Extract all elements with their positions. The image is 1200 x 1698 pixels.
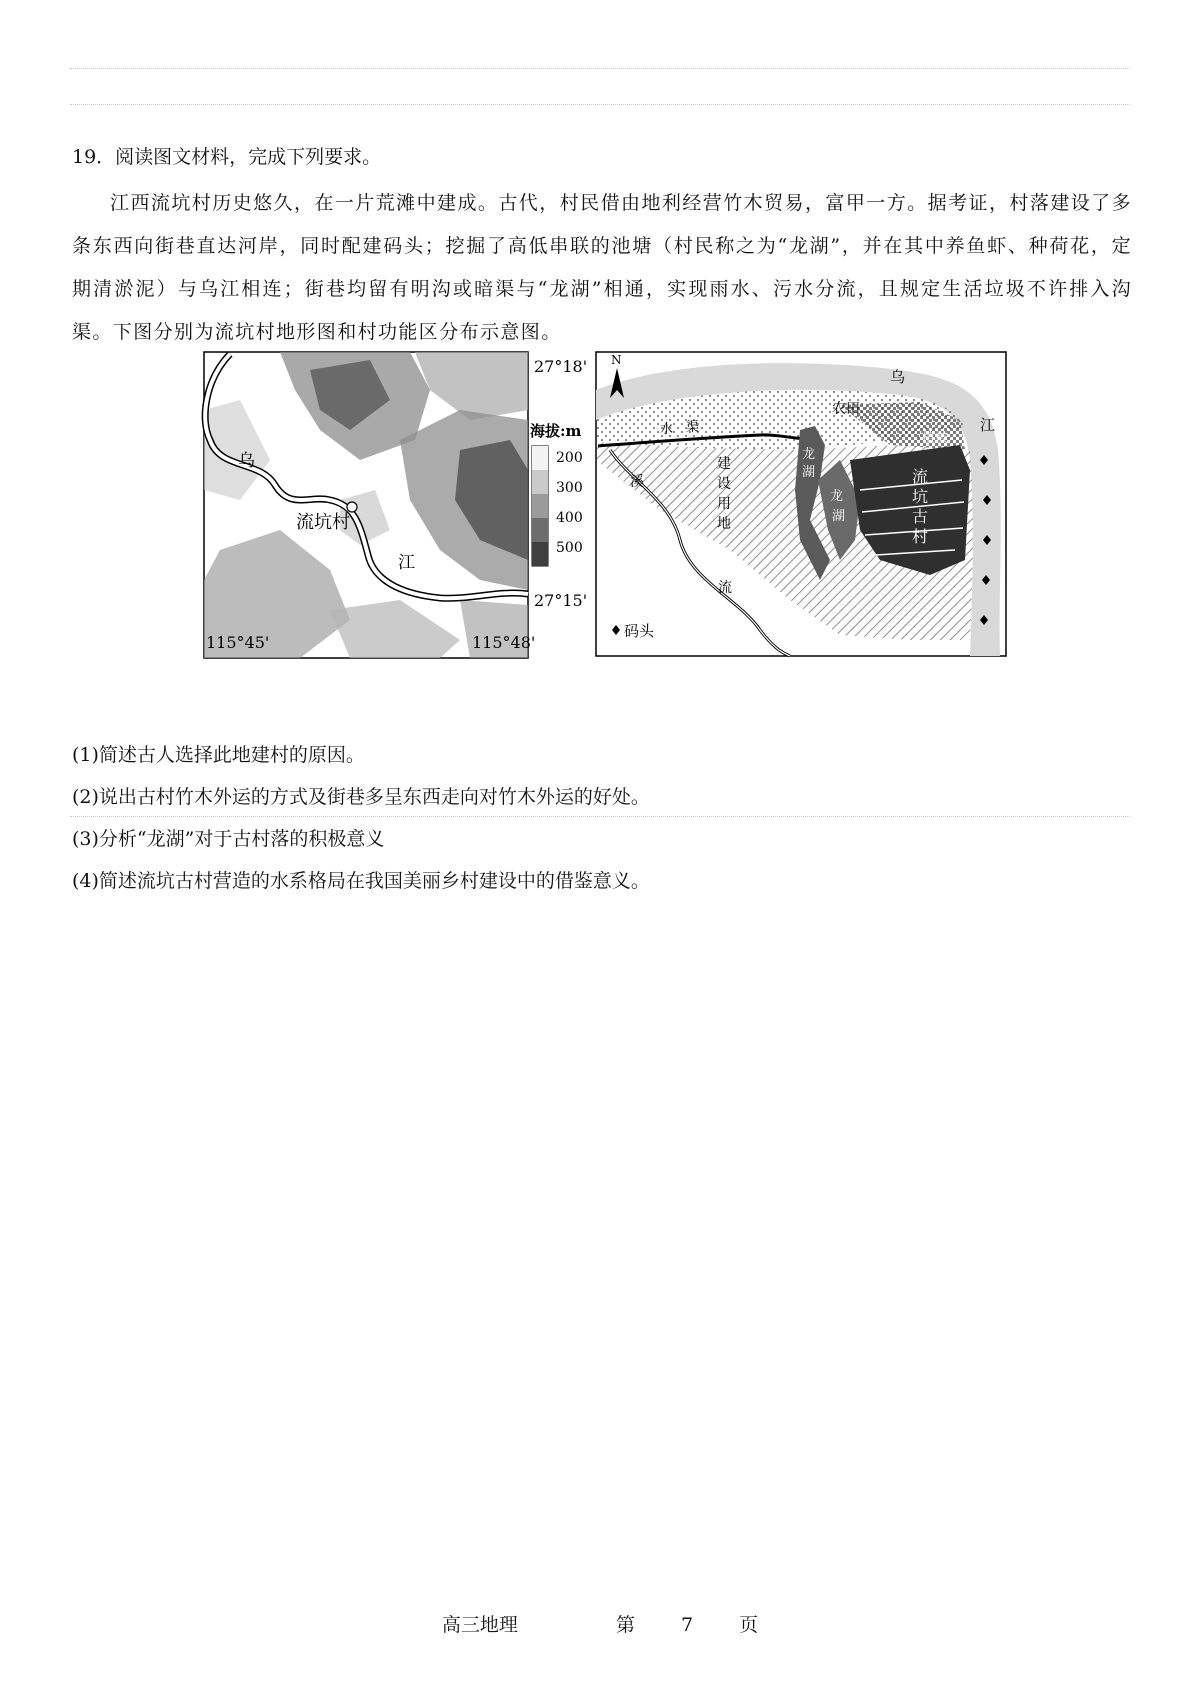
- construction-label-3: 用: [717, 496, 731, 512]
- construction-label-2: 设: [717, 476, 731, 492]
- elevation-legend-title: 海拔:m: [530, 422, 582, 440]
- canal-label-2: 渠: [686, 420, 700, 435]
- subquestion-4: (4)简述流坑古村营造的水系格局在我国美丽乡村建设中的借鉴意义。: [72, 870, 650, 892]
- construction-label-4: 地: [717, 516, 731, 532]
- vegetation-label: 植被: [922, 431, 949, 446]
- footer-subject: 高三地理: [441, 1614, 518, 1636]
- village-name-4: 村: [912, 527, 929, 546]
- left-river-label-1: 乌: [238, 451, 255, 471]
- question-paragraph: 江西流坑村历史悠久，在一片荒滩中建成。古代，村民借由地利经营竹木贸易，富甲一方。据考证，村落建设了多条东西向街巷直达河岸，同时配建码头；挖掘了高低串联的池塘（村民称之为“龙湖”，并在其中养鱼虾、种荷花，定期清淤泥）与乌江相连；街巷均留有明沟或暗渠与“龙湖”相通，实现雨水、污水分流，且规定生活垃圾不许排入沟渠。下图分别为流坑村地形图和村功能区分布示意图。: [72, 192, 1132, 343]
- maps-figure: [200, 350, 1010, 720]
- north-label: N: [611, 353, 622, 367]
- farmland-label: 农田: [832, 401, 860, 417]
- top-dotted-rule-1: [70, 68, 1130, 69]
- dock-legend-label: 码头: [624, 622, 655, 640]
- page-footer: [0, 1610, 1200, 1637]
- subquestion-1: (1)简述古人选择此地建村的原因。: [72, 744, 365, 766]
- village-name-3: 古: [912, 507, 929, 526]
- topographic-map: [204, 352, 587, 658]
- mid-dotted-rule: [70, 816, 1130, 817]
- longhu-b-label-2: 湖: [832, 509, 846, 524]
- village-label: 流坑村: [296, 512, 350, 533]
- right-river-label-1: 乌: [890, 368, 906, 386]
- subquestion-2: (2)说出古村竹木外运的方式及街巷多呈东西走向对竹木外运的好处。: [72, 786, 650, 808]
- legend-value-400: 400: [556, 510, 583, 526]
- construction-label-1: 建: [717, 456, 731, 472]
- legend-value-500: 500: [556, 540, 583, 556]
- stream-label-1: 溪: [630, 474, 644, 490]
- lon-left: 115°45': [206, 633, 270, 652]
- village-name-1: 流: [912, 467, 929, 486]
- lon-right: 115°48': [472, 633, 536, 652]
- legend-value-300: 300: [556, 480, 583, 496]
- canal-label-1: 水: [660, 422, 674, 437]
- legend-value-200: 200: [556, 450, 583, 466]
- left-river-label-2: 江: [398, 553, 415, 573]
- longhu-a-label-2: 湖: [802, 465, 816, 480]
- top-dotted-rule-2: [70, 104, 1130, 105]
- longhu-b-label-1: 龙: [830, 489, 844, 504]
- stream-label-2: 流: [718, 580, 732, 596]
- right-river-label-2: 江: [980, 416, 996, 434]
- footer-page-number: 第 7 页: [615, 1614, 759, 1636]
- function-zone-map: [596, 352, 1006, 656]
- village-name-2: 坑: [912, 487, 929, 506]
- subquestion-3: (3)分析“龙湖”对于古村落的积极意义: [72, 828, 385, 850]
- lat-bottom: 27°15': [534, 591, 588, 610]
- question-title: 19．阅读图文材料，完成下列要求。: [72, 146, 382, 168]
- lat-top: 27°18': [534, 357, 588, 376]
- longhu-a-label-1: 龙: [802, 447, 816, 462]
